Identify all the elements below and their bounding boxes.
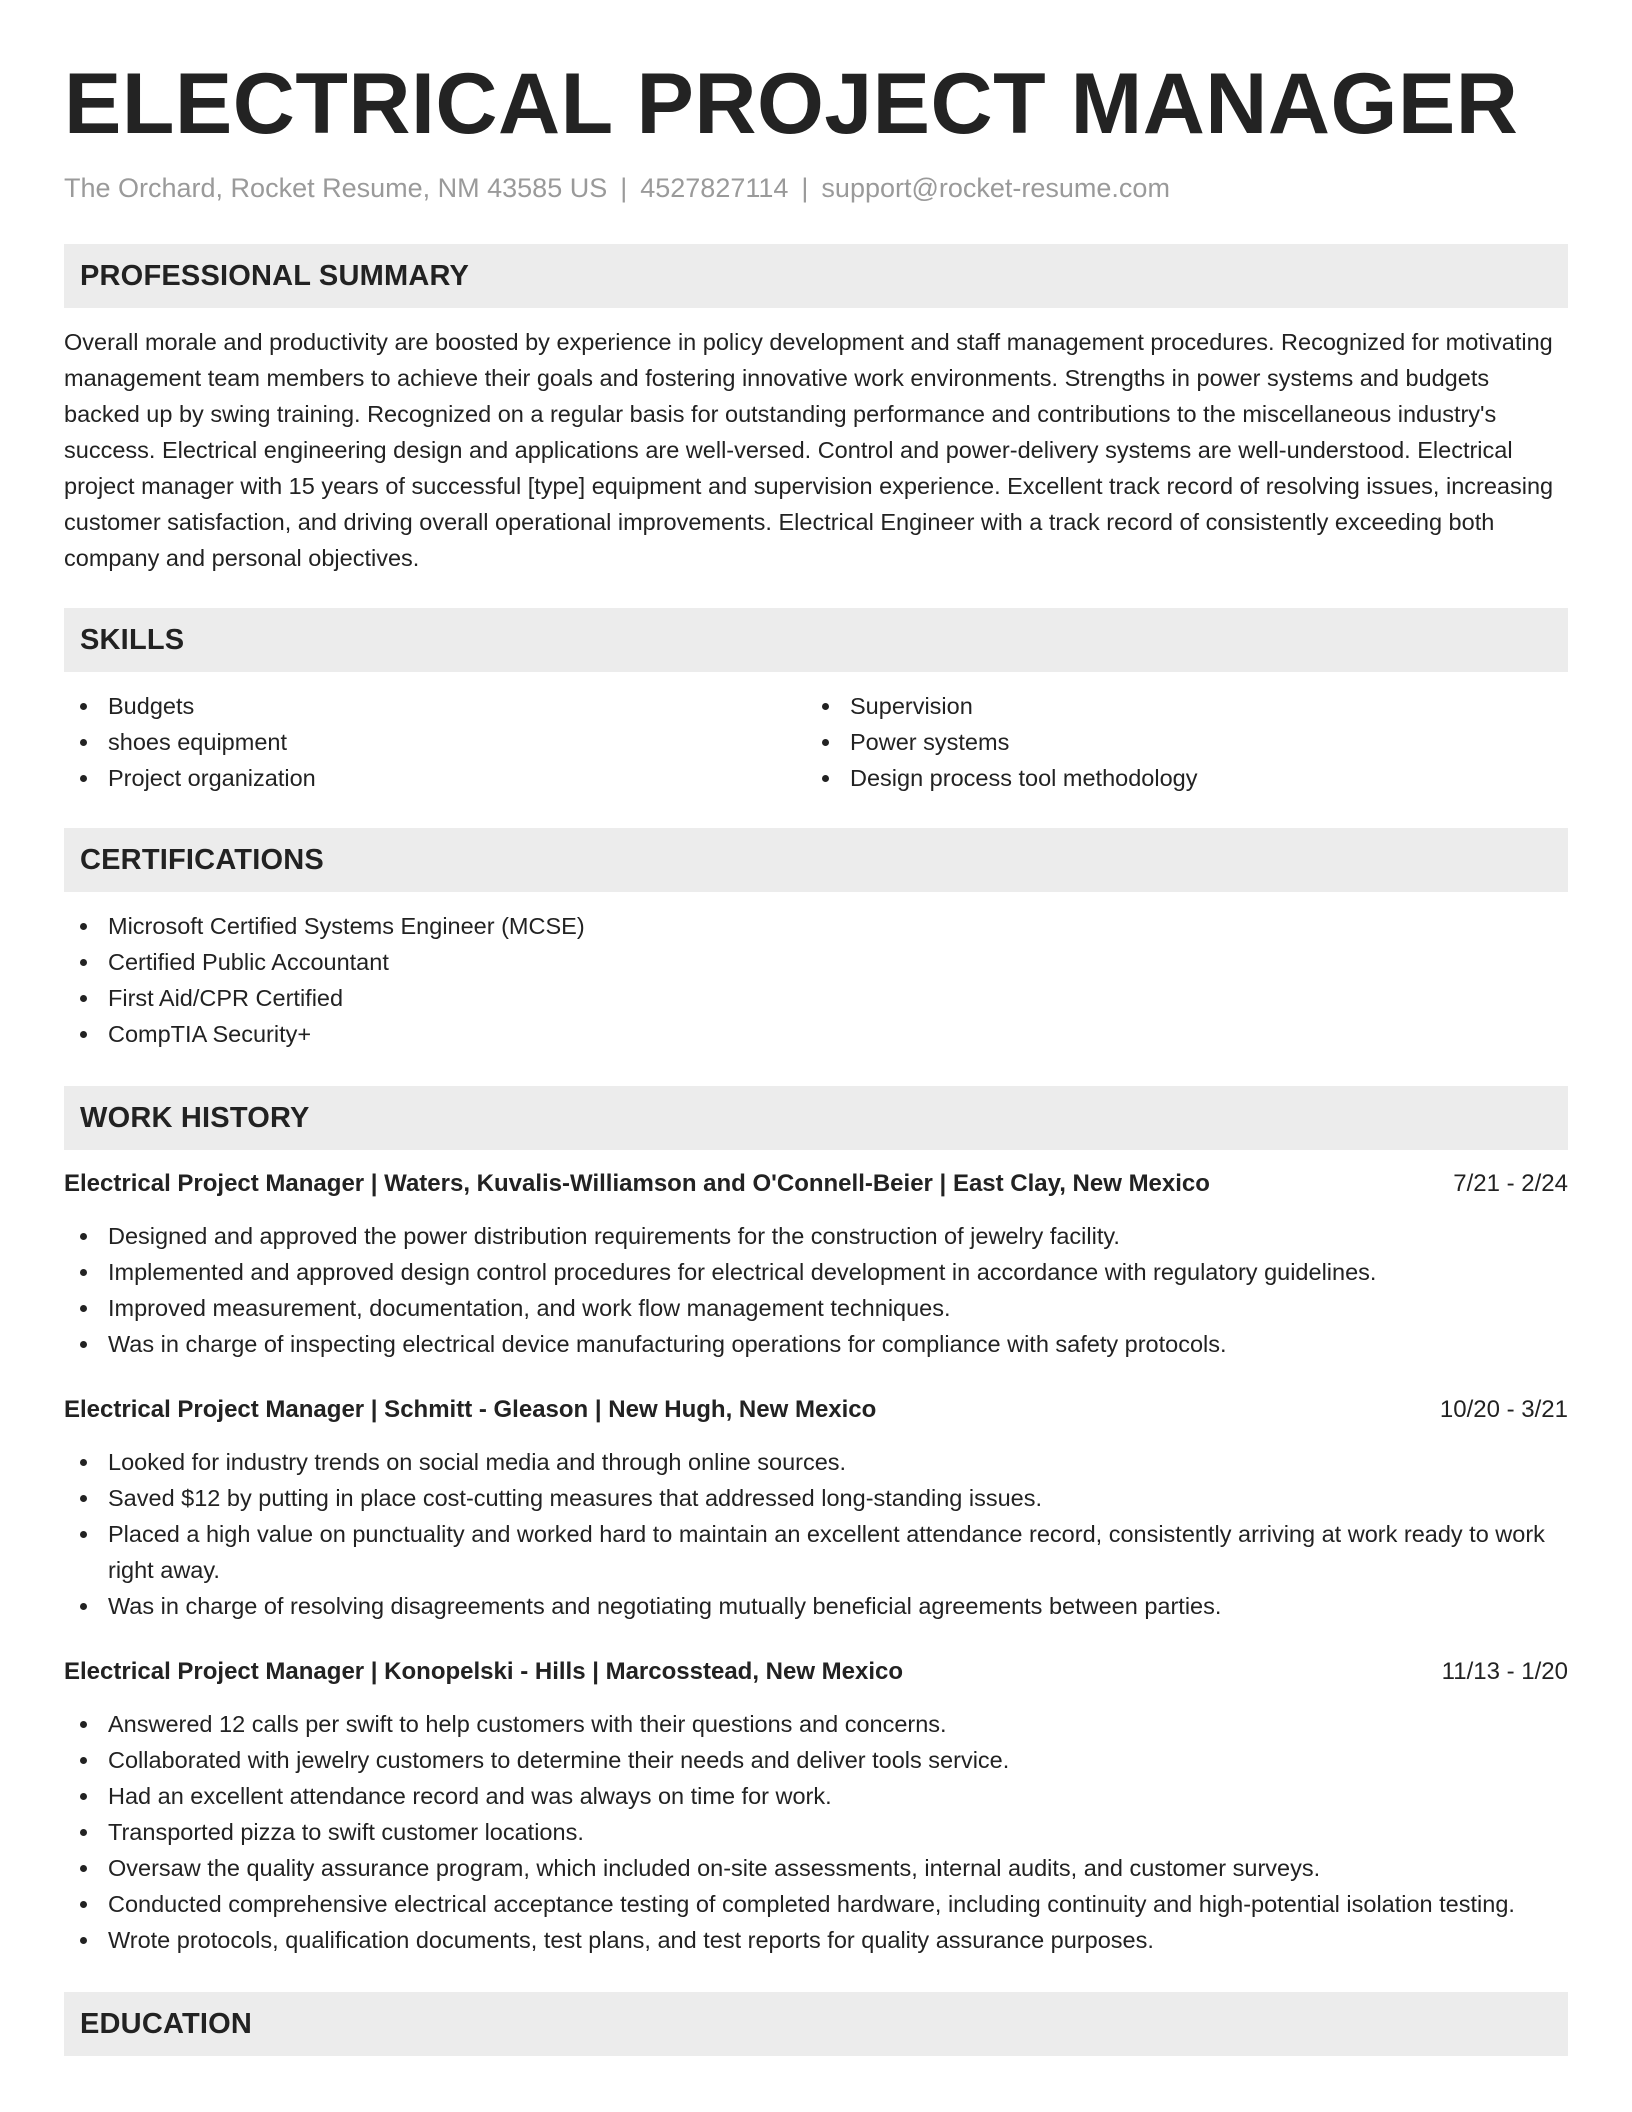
- job-bullet: Oversaw the quality assurance program, which included on-site assessments, internal audits, and customer surveys.: [64, 1850, 1568, 1886]
- work-history-section-header: [64, 1086, 1568, 1150]
- summary-heading: PROFESSIONAL SUMMARY: [80, 259, 470, 292]
- summary-text: Overall morale and productivity are boosted by experience in policy development and staff management procedures. Recognized for motivating management team members to achieve their goals and fostering innovative work environments. Strengths in power systems and budgets backed up by swing training. Recognized on a regular basis for outstanding performance and contributions to the miscellaneous industry's success. Electrical engineering design and applications are well-versed. Control and power-delivery systems are well-understood. Electrical project manager with 15 years of successful [type] equipment and supervision experience. Excellent track record of resolving issues, increasing customer satisfaction, and driving overall operational improvements. Electrical Engineer with a track record of consistently exceeding both company and personal objectives.: [64, 329, 1554, 571]
- job-dates: 10/20 - 3/21: [1439, 1396, 1568, 1423]
- job-bullets: [64, 1706, 1568, 1958]
- job-bullet: Answered 12 calls per swift to help customers with their questions and concerns.: [64, 1706, 1568, 1742]
- job-dates: 11/13 - 1/20: [1441, 1658, 1568, 1685]
- contact-separator: |: [801, 173, 809, 203]
- skills-grid: [64, 688, 1568, 796]
- job-bullet: Was in charge of inspecting electrical device manufacturing operations for compliance with safety protocols.: [64, 1326, 1568, 1362]
- job-header: [64, 1654, 1568, 1690]
- skills-section-header: [64, 608, 1568, 672]
- contact-address: The Orchard, Rocket Resume, NM 43585 US: [64, 173, 608, 203]
- job-bullet: Looked for industry trends on social media and through online sources.: [64, 1444, 1568, 1480]
- skills-heading: SKILLS: [80, 623, 185, 656]
- job-header: [64, 1392, 1568, 1428]
- job-bullets: [64, 1218, 1568, 1362]
- certification-item: First Aid/CPR Certified: [64, 980, 1568, 1016]
- skill-item: Project organization: [64, 760, 806, 796]
- skill-item: Design process tool methodology: [806, 760, 1548, 796]
- contact-separator: |: [620, 173, 628, 203]
- job-bullet: Placed a high value on punctuality and worked hard to maintain an excellent attendance record, consistently arriving at work ready to work right away.: [64, 1516, 1568, 1588]
- work-history-heading: WORK HISTORY: [80, 1101, 310, 1134]
- job-bullet: Implemented and approved design control procedures for electrical development in accordance with regulatory guidelines.: [64, 1254, 1568, 1290]
- skills-list-left: [64, 688, 806, 796]
- education-section-header: [64, 1992, 1568, 2056]
- job-bullet: Saved $12 by putting in place cost-cutting measures that addressed long-standing issues.: [64, 1480, 1568, 1516]
- certification-item: CompTIA Security+: [64, 1016, 1568, 1052]
- job-dates: 7/21 - 2/24: [1453, 1170, 1568, 1197]
- job-bullet: Wrote protocols, qualification documents, test plans, and test reports for quality assurance purposes.: [64, 1922, 1568, 1958]
- job-header: [64, 1166, 1568, 1202]
- job-title: Electrical Project Manager | Konopelski - Hills | Marcosstead, New Mexico: [64, 1658, 904, 1685]
- skill-item: Power systems: [806, 724, 1548, 760]
- certifications-list: [64, 908, 1568, 1052]
- job-bullet: Improved measurement, documentation, and work flow management techniques.: [64, 1290, 1568, 1326]
- job-title: Electrical Project Manager | Waters, Kuvalis-Williamson and O'Connell-Beier | East Clay, New Mexico: [64, 1170, 1210, 1197]
- job-bullet: Collaborated with jewelry customers to determine their needs and deliver tools service.: [64, 1742, 1568, 1778]
- skill-item: Budgets: [64, 688, 806, 724]
- contact-line: [64, 170, 1568, 206]
- job-bullet: Conducted comprehensive electrical acceptance testing of completed hardware, including continuity and high-potential isolation testing.: [64, 1886, 1568, 1922]
- job-entry: [64, 1654, 1568, 1958]
- candidate-name: ELECTRICAL PROJECT MANAGER: [64, 56, 1519, 152]
- contact-phone: 4527827114: [640, 173, 789, 203]
- skills-list-right: [806, 688, 1548, 796]
- certifications-section-header: [64, 828, 1568, 892]
- job-bullet: Was in charge of resolving disagreements and negotiating mutually beneficial agreements between parties.: [64, 1588, 1568, 1624]
- job-bullet: Transported pizza to swift customer locations.: [64, 1814, 1568, 1850]
- certifications-heading: CERTIFICATIONS: [80, 843, 324, 876]
- job-bullet: Designed and approved the power distribution requirements for the construction of jewelry facility.: [64, 1218, 1568, 1254]
- contact-email[interactable]: support@rocket-resume.com: [821, 173, 1170, 203]
- skill-item: shoes equipment: [64, 724, 806, 760]
- summary-section-header: [64, 244, 1568, 308]
- job-bullet: Had an excellent attendance record and was always on time for work.: [64, 1778, 1568, 1814]
- education-heading: EDUCATION: [80, 2007, 253, 2040]
- certification-item: Microsoft Certified Systems Engineer (MCSE): [64, 908, 1568, 944]
- skill-item: Supervision: [806, 688, 1548, 724]
- job-entry: [64, 1166, 1568, 1362]
- job-entry: [64, 1392, 1568, 1624]
- job-bullets: [64, 1444, 1568, 1624]
- resume-page: [64, 0, 1568, 2056]
- job-title: Electrical Project Manager | Schmitt - Gleason | New Hugh, New Mexico: [64, 1396, 877, 1423]
- certification-item: Certified Public Accountant: [64, 944, 1568, 980]
